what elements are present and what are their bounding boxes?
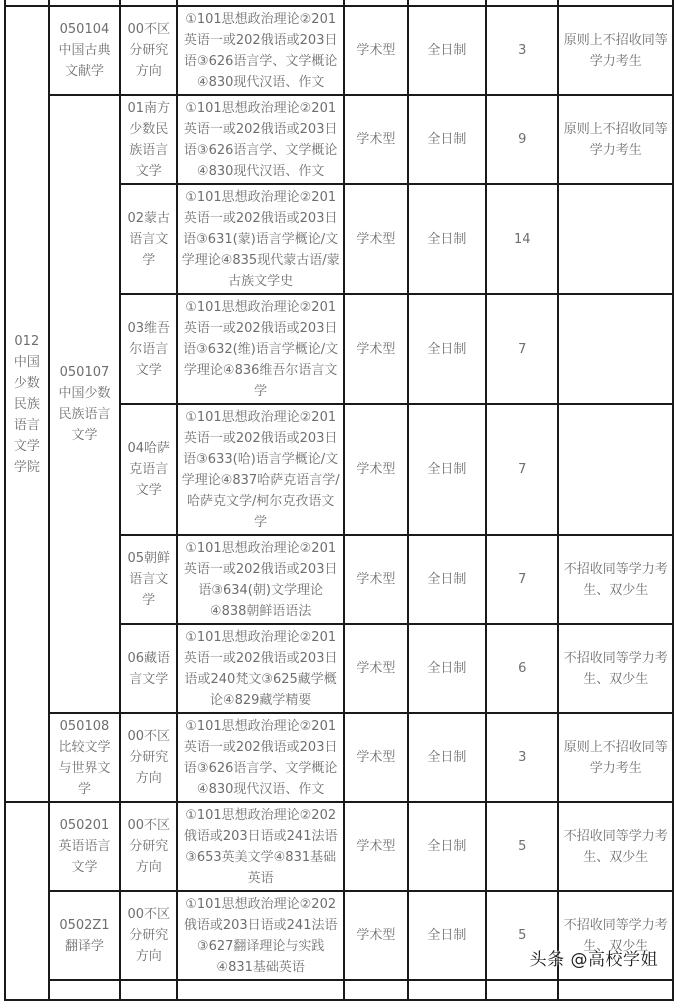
count-cell: 3 <box>486 6 559 95</box>
mode-cell: 全日制 <box>408 294 486 404</box>
mode-cell: 全日制 <box>408 624 486 713</box>
note-cell: 不招收同等学力考生、双少生 <box>558 802 673 891</box>
note-cell: 不招收同等学力考生、双少生 <box>558 624 673 713</box>
mode-cell: 全日制 <box>408 891 486 980</box>
mode-cell: 全日制 <box>408 95 486 184</box>
mode-cell-bottom <box>408 980 486 1000</box>
table-row <box>5 802 673 891</box>
direction-cell: 05朝鲜语言文学 <box>120 535 177 624</box>
table-row <box>5 713 673 802</box>
note-cell: 原则上不招收同等学力考生 <box>558 95 673 184</box>
count-cell: 14 <box>486 184 559 294</box>
note-cell <box>558 404 673 535</box>
watermark: 头条 @高校学姐 <box>529 950 658 970</box>
note-cell-bottom <box>558 980 673 1000</box>
count-cell: 5 <box>486 891 559 980</box>
type-cell: 学术型 <box>344 535 408 624</box>
type-cell: 学术型 <box>344 891 408 980</box>
note-cell: 原则上不招收同等学力考生 <box>558 6 673 95</box>
school-code: 012 <box>14 333 40 349</box>
type-cell: 学术型 <box>344 184 408 294</box>
school-cell <box>5 6 49 802</box>
mode-cell: 全日制 <box>408 802 486 891</box>
school-cell-next <box>5 802 49 1000</box>
exam-cell-bottom <box>177 980 344 1000</box>
mode-cell: 全日制 <box>408 713 486 802</box>
exam-cell: ①101思想政治理论②201英语一或202俄语或203日语③626语言学、文学概论④830现代汉语、作文 <box>177 713 344 802</box>
mode-cell: 全日制 <box>408 404 486 535</box>
direction-cell-bottom <box>120 980 177 1000</box>
major-cell: 050107 中国少数民族语言文学 <box>49 95 121 713</box>
type-cell: 学术型 <box>344 6 408 95</box>
type-cell: 学术型 <box>344 713 408 802</box>
table-row <box>5 95 673 184</box>
type-cell: 学术型 <box>344 624 408 713</box>
exam-cell: ①101思想政治理论②201英语一或202俄语或203日语或240梵文③625藏学概论④829藏学精要 <box>177 624 344 713</box>
table-row <box>5 6 673 95</box>
note-cell: 原则上不招收同等学力考生 <box>558 713 673 802</box>
direction-cell: 02蒙古语言文学 <box>120 184 177 294</box>
note-cell <box>558 184 673 294</box>
school-name: 中国少数民族语言文学学院 <box>13 354 40 475</box>
note-cell: 不招收同等学力考生、双少生 <box>558 891 673 980</box>
direction-cell: 06藏语言文学 <box>120 624 177 713</box>
exam-cell: ①101思想政治理论②202俄语或203日语或241法语③653英美文学④831基础英语 <box>177 802 344 891</box>
type-cell: 学术型 <box>344 294 408 404</box>
count-cell: 5 <box>486 802 559 891</box>
exam-cell: ①101思想政治理论②201英语一或202俄语或203日语③626语言学、文学概论④830现代汉语、作文 <box>177 6 344 95</box>
type-cell: 学术型 <box>344 404 408 535</box>
direction-cell: 00不区分研究方向 <box>120 802 177 891</box>
type-cell-bottom <box>344 980 408 1000</box>
count-cell: 7 <box>486 294 559 404</box>
exam-cell: ①101思想政治理论②202俄语或203日语或241法语③627翻译理论与实践④831基础英语 <box>177 891 344 980</box>
count-cell: 7 <box>486 404 559 535</box>
direction-cell: 04哈萨克语言文学 <box>120 404 177 535</box>
mode-cell: 全日制 <box>408 6 486 95</box>
direction-cell: 03维吾尔语言文学 <box>120 294 177 404</box>
exam-cell: ①101思想政治理论②201英语一或202俄语或203日语③634(朝)文学理论④838朝鲜语语法 <box>177 535 344 624</box>
direction-cell: 00不区分研究方向 <box>120 713 177 802</box>
count-cell: 6 <box>486 624 559 713</box>
count-cell-bottom <box>486 980 559 1000</box>
exam-cell: ①101思想政治理论②201英语一或202俄语或203日语③633(哈)语言学概论/文学理论④837哈萨克语言学/哈萨克文学/柯尔克孜语文学 <box>177 404 344 535</box>
major-cell-bottom <box>49 980 121 1000</box>
count-cell: 9 <box>486 95 559 184</box>
type-cell: 学术型 <box>344 95 408 184</box>
major-cell: 050108 比较文学与世界文学 <box>49 713 121 802</box>
major-cell: 0502Z1 翻译学 <box>49 891 121 980</box>
count-cell: 7 <box>486 535 559 624</box>
major-cell: 050201 英语语言文学 <box>49 802 121 891</box>
count-cell: 3 <box>486 713 559 802</box>
exam-cell: ①101思想政治理论②201英语一或202俄语或203日语③631(蒙)语言学概论/文学理论④835现代蒙古语/蒙古族文学史 <box>177 184 344 294</box>
exam-cell: ①101思想政治理论②201英语一或202俄语或203日语③632(维)语言学概论/文学理论④836维吾尔语言文学 <box>177 294 344 404</box>
direction-cell: 00不区分研究方向 <box>120 6 177 95</box>
type-cell: 学术型 <box>344 802 408 891</box>
enrollment-table <box>4 0 674 1001</box>
major-cell: 050104 中国古典文献学 <box>49 6 121 95</box>
mode-cell: 全日制 <box>408 184 486 294</box>
direction-cell: 01南方少数民族语言文学 <box>120 95 177 184</box>
mode-cell: 全日制 <box>408 535 486 624</box>
direction-cell: 00不区分研究方向 <box>120 891 177 980</box>
table-row-bottom-partial <box>5 980 673 1000</box>
note-cell: 不招收同等学力考生、双少生 <box>558 535 673 624</box>
exam-cell: ①101思想政治理论②201英语一或202俄语或203日语③626语言学、文学概论④830现代汉语、作文 <box>177 95 344 184</box>
note-cell <box>558 294 673 404</box>
